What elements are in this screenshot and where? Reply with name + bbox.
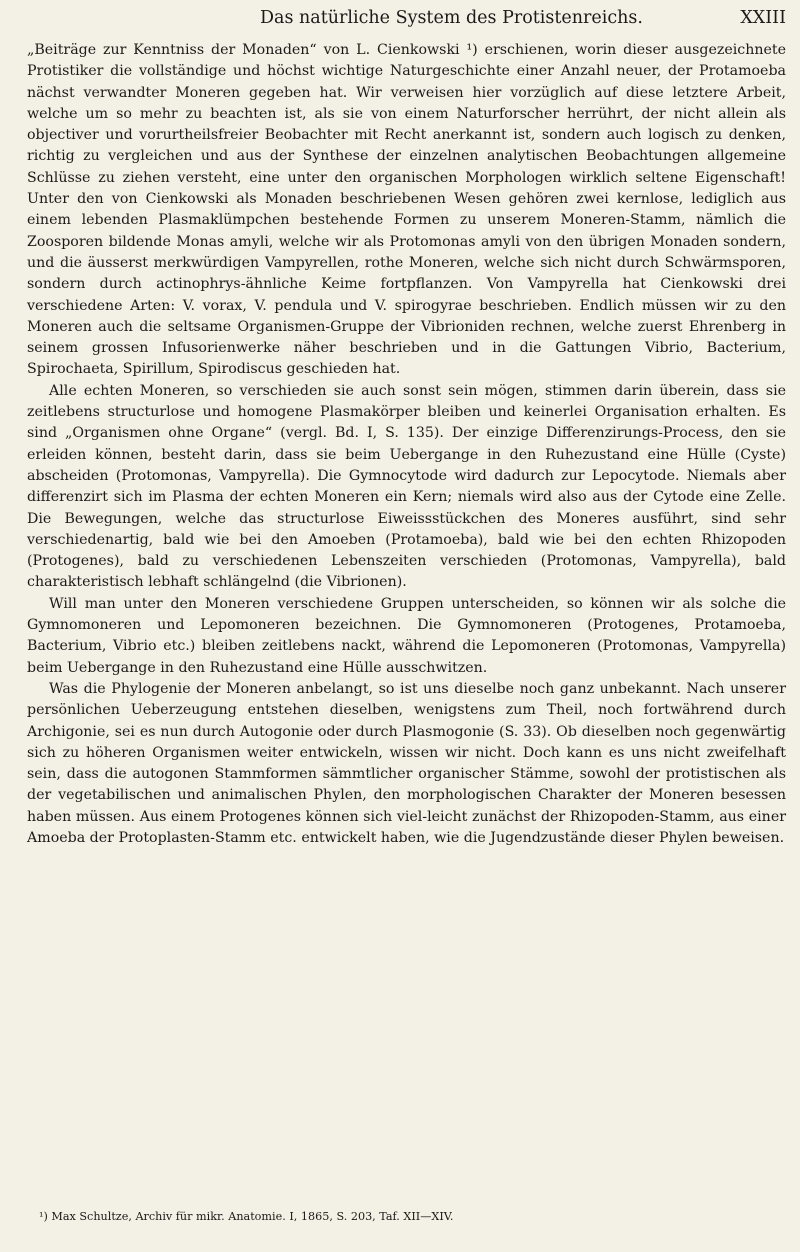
footnote: ¹) Max Schultze, Archiv für mikr. Anatomie. I, 1865, S. 203, Taf. XII—XIV. [39, 1210, 454, 1223]
running-title: Das natürliche System des Protistenreichs. [260, 8, 643, 28]
page-number: XXIII [740, 8, 786, 28]
paragraph: Will man unter den Moneren verschiedene Gruppen unterscheiden, so können wir als solche die Gymnomoneren und Lepomoneren bezeichnen. Die Gymnomoneren (Protogenes, Protamoeba, Bacterium, Vibrio etc.) bleiben zeitlebens nackt, während die Lepomoneren (Protomonas, Vampyrella) beim Uebergange in den Ruhezustand eine Hülle ausschwitzen. [27, 595, 786, 676]
paragraph: Was die Phylogenie der Moneren anbelangt, so ist uns dieselbe noch ganz unbekannt. Nach unserer persönlichen Ueberzeugung entstehen dieselben, wenigstens zum Theil, noch fortwährend durch Archigonie, sei es nun durch Autogonie oder durch Plasmogonie (S. 33). Ob dieselben noch gegenwärtig sich zu höheren Organismen weiter entwickeln, wissen wir nicht. Doch kann es uns nicht zweifelhaft sein, dass die autogonen Stammformen sämmtlicher organischer Stämme, sowohl der protistischen als der vegetabilischen und animalischen Phylen, den morphologischen Charakter der Moneren besessen haben müssen. Aus einem Protogenes können sich viel-leicht zunächst der Rhizopoden-Stamm, aus einer Amoeba der Protoplasten-Stamm etc. entwickelt haben, wie die Jugendzustände dieser Phylen beweisen. [27, 680, 786, 846]
paragraph: „Beiträge zur Kenntniss der Monaden“ von L. Cienkowski ¹) erschienen, worin dieser ausgezeichnete Protistiker die vollständige und höchst wichtige Naturgeschichte einer Anzahl neuer, der Protamoeba nächst verwandter Moneren gegeben hat. Wir verweisen hier vorzüglich auf diese letztere Arbeit, welche um so mehr zu beachten ist, als sie von einem Naturforscher herrührt, der nicht allein als objectiver und vorurtheilsfreier Beobachter mit Recht anerkannt ist, sondern auch logisch zu denken, richtig zu vergleichen und aus der Synthese der einzelnen analytischen Beobachtungen allgemeine Schlüsse zu ziehen versteht, eine unter den organischen Morphologen wirklich seltene Eigenschaft! Unter den von Cienkowski als Monaden beschriebenen Wesen gehören zwei kernlose, lediglich aus einem lebenden Plasmaklümpchen bestehende Formen zu unserem Moneren-Stamm, nämlich die Zoosporen bildende Monas amyli, welche wir als Protomonas amyli von den übrigen Monaden sondern, und die äusserst merkwürdigen Vampyrellen, rothe Moneren, welche sich nicht durch Schwärmsporen, sondern durch actinophrys-ähnliche Keime fortpflanzen. Von Vampyrella hat Cienkowski drei verschiedene Arten: V. vorax, V. pendula und V. spirogyrae beschrieben. Endlich müssen wir zu den Moneren auch die seltsame Organismen-Gruppe der Vibrioniden rechnen, welche zuerst Ehrenberg in seinem grossen Infusorienwerke näher beschrieben und in die Gattungen Vibrio, Bacterium, Spirochaeta, Spirillum, Spirodiscus geschieden hat. [27, 42, 786, 378]
body-text [27, 40, 786, 849]
paragraph: Alle echten Moneren, so verschieden sie auch sonst sein mögen, stimmen darin überein, dass sie zeitlebens structurlose und homogene Plasmakörper bleiben und keinerlei Organisation erhalten. Es sind „Organismen ohne Organe“ (vergl. Bd. I, S. 135). Der einzige Differenzirungs-Process, den sie erleiden können, besteht darin, dass sie beim Uebergange in den Ruhezustand eine Hülle (Cyste) abscheiden (Protomonas, Vampyrella). Die Gymnocytode wird dadurch zur Lepocytode. Niemals aber differenzirt sich im Plasma der echten Moneren ein Kern; niemals wird also aus der Cytode eine Zelle. Die Bewegungen, welche das structurlose Eiweissstückchen des Moneres ausführt, sind sehr verschiedenartig, bald wie bei den Amoeben (Protamoeba), bald wie bei den echten Rhizopoden (Protogenes), bald zu verschiedenen Lebenszeiten verschieden (Protomonas, Vampyrella), bald charakteristisch lebhaft schlängelnd (die Vibrionen). [27, 382, 786, 591]
running-header [27, 4, 786, 38]
